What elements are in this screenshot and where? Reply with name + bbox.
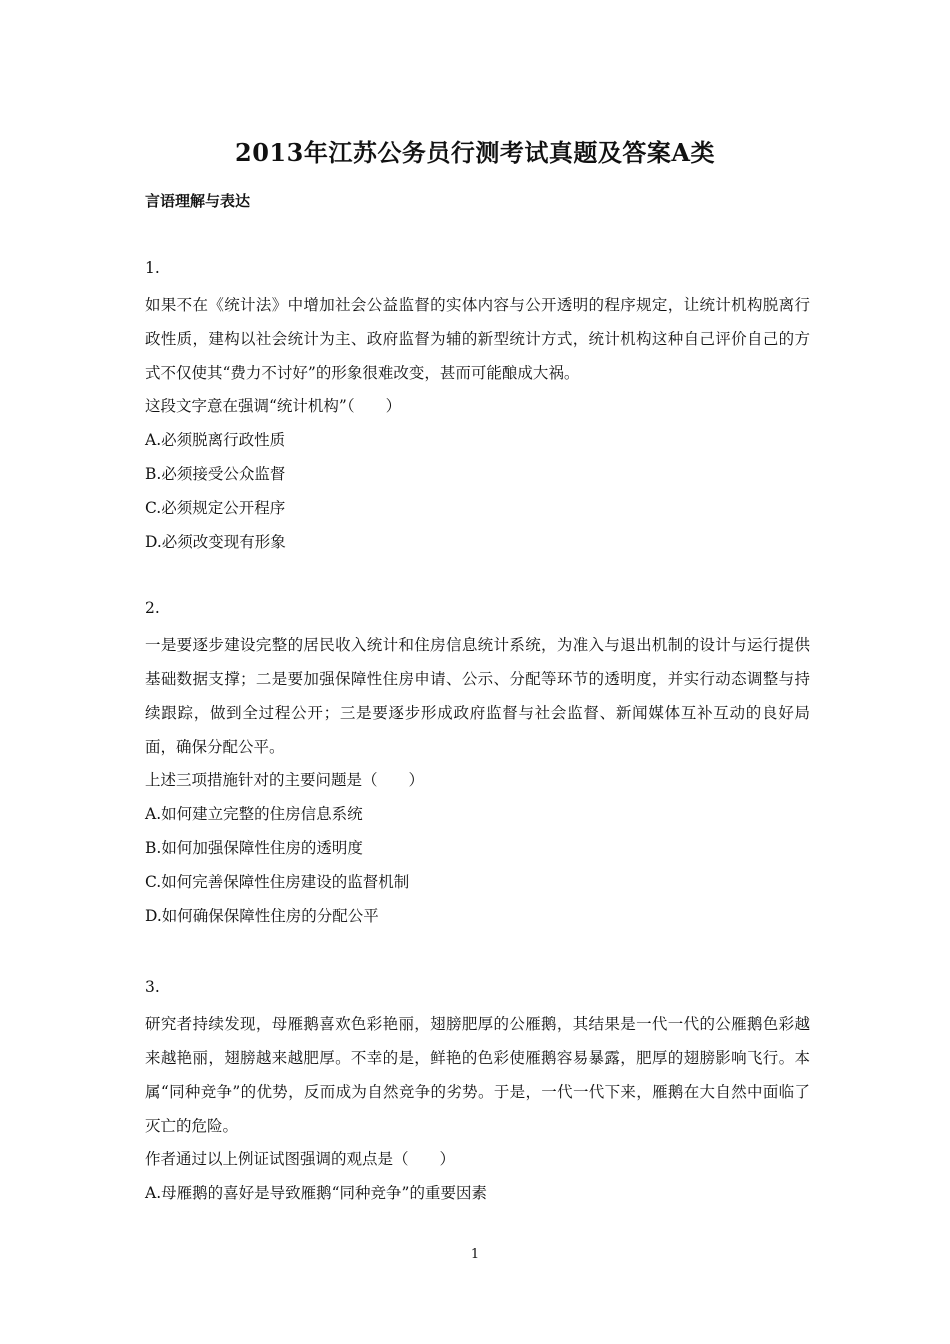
question-prompt: 作者通过以上例证试图强调的观点是（ ）: [145, 1150, 456, 1168]
document-title: 2013年江苏公务员行测考试真题及答案A类: [235, 138, 715, 167]
question-stem: 研究者持续发现，母雁鹅喜欢色彩艳丽，翅膀肥厚的公雁鹅，其结果是一代一代的公雁鹅色彩越来越艳丽，翅膀越来越肥厚。不幸的是，鲜艳的色彩使雁鹅容易暴露，肥厚的翅膀影响飞行。本属“同种竞争”的优势，反而成为自然竞争的劣势。于是，一代一代下来，雁鹅在大自然中面临了灭亡的危险。: [145, 1015, 810, 1135]
question-number: 2.: [145, 599, 160, 617]
question-2: [145, 596, 810, 928]
question-number: 1.: [145, 259, 160, 277]
question-prompt: 这段文字意在强调“统计机构”（ ）: [145, 397, 402, 415]
option-b: B.如何加强保障性住房的透明度: [145, 839, 363, 857]
question-3: [145, 975, 810, 1205]
option-c: C.必须规定公开程序: [145, 499, 286, 517]
option-d: D.必须改变现有形象: [145, 533, 286, 551]
question-prompt: 上述三项措施针对的主要问题是（ ）: [145, 771, 425, 789]
option-a: A.必须脱离行政性质: [145, 431, 286, 449]
question-number: 3.: [145, 978, 160, 996]
question-1: [145, 256, 810, 554]
page-number: 1: [470, 1247, 480, 1262]
question-stem: 一是要逐步建设完整的居民收入统计和住房信息统计系统，为准入与退出机制的设计与运行提供基础数据支撑；二是要加强保障性住房申请、公示、分配等环节的透明度，并实行动态调整与持续跟踪，做到全过程公开；三是要逐步形成政府监督与社会监督、新闻媒体互补互动的良好局面，确保分配公平。: [145, 636, 810, 756]
option-d: D.如何确保保障性住房的分配公平: [145, 907, 379, 925]
question-stem: 如果不在《统计法》中增加社会公益监督的实体内容与公开透明的程序规定，让统计机构脱离行政性质，建构以社会统计为主、政府监督为辅的新型统计方式，统计机构这种自己评价自己的方式不仅使其“费力不讨好”的形象很难改变，甚而可能酿成大祸。: [145, 296, 810, 382]
option-a: A.母雁鹅的喜好是导致雁鹅“同种竞争”的重要因素: [145, 1184, 487, 1202]
option-a: A.如何建立完整的住房信息系统: [145, 805, 363, 823]
option-c: C.如何完善保障性住房建设的监督机制: [145, 873, 410, 891]
option-b: B.必须接受公众监督: [145, 465, 286, 483]
section-heading: 言语理解与表达: [145, 192, 251, 210]
